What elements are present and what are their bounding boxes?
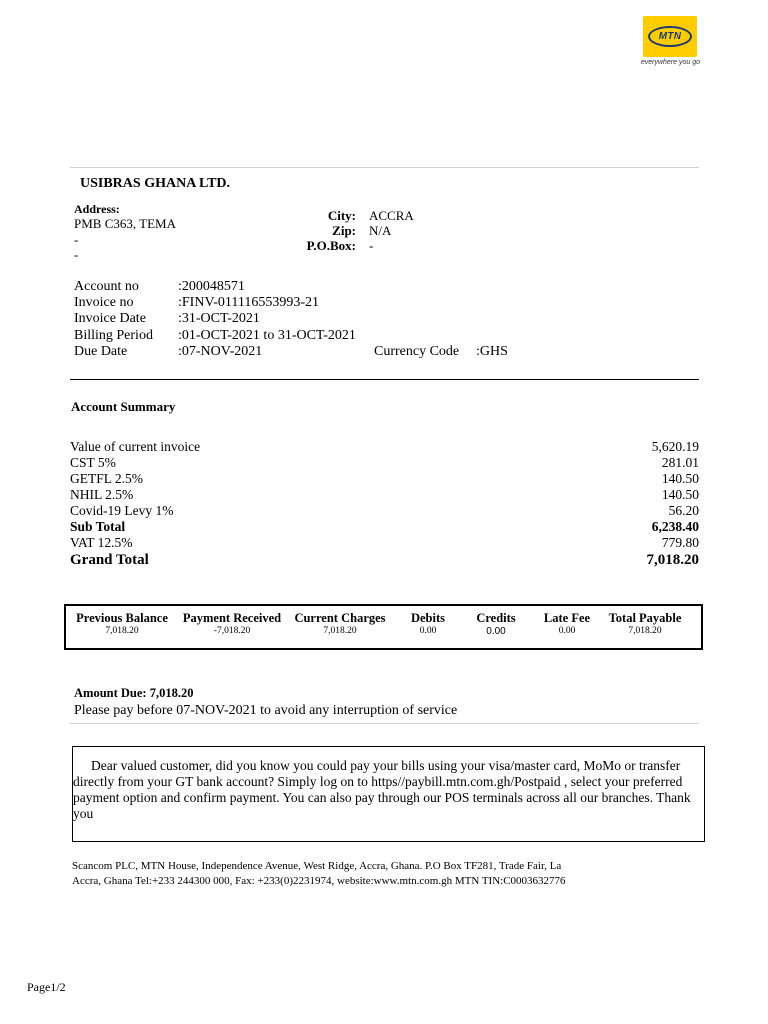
balance-value: 0.00 [419,626,437,636]
summary-row-grand-total [70,551,699,569]
payment-notice-text: Dear valued customer, did you know you could pay your bills using your visa/master card, MoMo or transfer directly from your GT bank account? Simply log on to https//paybill.mtn.com.gh/Postpaid , select your preferred payment option and confirm payment. You can also pay through our POS terminals across all our branches. Thank you [73,758,691,821]
balance-value: 7,018.20 [628,626,662,636]
balance-header: Debits [410,611,446,625]
payment-notice-box [72,746,705,842]
balance-table [64,604,703,650]
due-date-label: Due Date [74,344,128,359]
currency-value: :GHS [476,344,508,359]
billing-period-label: Billing Period [74,328,153,343]
page-number: Page1/2 [27,980,66,994]
balance-header: Credits [476,611,516,625]
summary-label: VAT 12.5% [70,535,133,550]
balance-header: Previous Balance [76,611,168,625]
summary-label: Covid-19 Levy 1% [70,503,174,518]
account-no-label: Account no [74,279,139,294]
address-line-1: PMB C363, TEMA [74,216,176,231]
summary-label: NHIL 2.5% [70,487,134,502]
balance-col-total-payable [602,611,688,638]
address-line-3: - [74,247,79,262]
summary-label: CST 5% [70,455,116,470]
balance-col-payment [178,611,286,638]
summary-value: 5,620.19 [651,439,699,454]
balance-header: Total Payable [608,611,682,625]
invoice-no-label: Invoice no [74,295,134,310]
zip-value: N/A [369,223,392,238]
summary-label: Grand Total [70,552,149,568]
summary-row-cst [70,455,699,471]
balance-header: Current Charges [294,611,386,625]
balance-value: 0.00 [486,626,506,637]
summary-value: 56.20 [668,503,699,518]
balance-value: 0.00 [558,626,576,636]
balance-value: -7,018.20 [213,626,251,636]
logo-text: MTN [658,31,682,42]
logo-oval [648,26,692,47]
summary-label: GETFL 2.5% [70,471,143,486]
balance-value: 7,018.20 [105,626,139,636]
summary-row-sub-total [70,519,699,535]
address-line-2: - [74,232,79,247]
balance-header: Payment Received [182,611,282,625]
customer-name: USIBRAS GHANA LTD. [80,176,231,191]
balance-col-current [290,611,390,638]
amount-due-message: Please pay before 07-NOV-2021 to avoid any interruption of service [74,703,458,718]
invoice-no-value: :FINV-011116553993-21 [178,295,320,310]
balance-col-credits [468,611,524,638]
summary-value: 7,018.20 [646,552,699,568]
zip-label: Zip: [332,223,356,238]
summary-row-getfl [70,471,699,487]
amount-due-divider [70,723,699,724]
account-summary-title: Account Summary [71,399,176,414]
pobox-label: P.O.Box: [306,238,356,253]
summary-value: 6,238.40 [651,519,699,534]
summary-row-nhil [70,487,699,503]
invoice-date-label: Invoice Date [74,311,146,326]
footer-line-1: Scancom PLC, MTN House, Independence Avenue, West Ridge, Accra, Ghana. P.O Box TF281, Trade Fair, La [72,860,562,872]
summary-value: 140.50 [661,487,699,502]
balance-col-late-fee [536,611,598,638]
city-value: ACCRA [369,208,414,223]
details-divider [70,379,699,380]
mtn-logo [643,16,697,57]
balance-header: Late Fee [543,611,591,625]
due-date-value: :07-NOV-2021 [178,344,263,359]
balance-col-debits [400,611,456,638]
summary-value: 779.80 [661,535,699,550]
summary-value: 140.50 [661,471,699,486]
summary-row-vat [70,535,699,551]
balance-col-previous [72,611,172,638]
summary-label: Sub Total [70,519,126,534]
account-no-value: :200048571 [178,279,245,294]
currency-label: Currency Code [374,344,460,359]
logo-tagline: everywhere you go [640,59,700,66]
address-label: Address: [74,202,120,216]
summary-value: 281.01 [661,455,699,470]
invoice-date-value: :31-OCT-2021 [178,311,260,326]
city-label: City: [327,208,356,223]
pobox-value: - [369,238,374,253]
header-divider [70,167,699,168]
summary-label: Value of current invoice [70,439,201,454]
summary-row-current-invoice [70,439,699,455]
summary-row-covid-levy [70,503,699,519]
amount-due-label: Amount Due: 7,018.20 [74,686,194,700]
balance-value: 7,018.20 [323,626,357,636]
billing-period-value: :01-OCT-2021 to 31-OCT-2021 [178,328,356,343]
footer-line-2: Accra, Ghana Tel:+233 244300 000, Fax: +233(0)2231974, website:www.mtn.com.gh MTN TIN:C0003632776 [72,875,566,887]
